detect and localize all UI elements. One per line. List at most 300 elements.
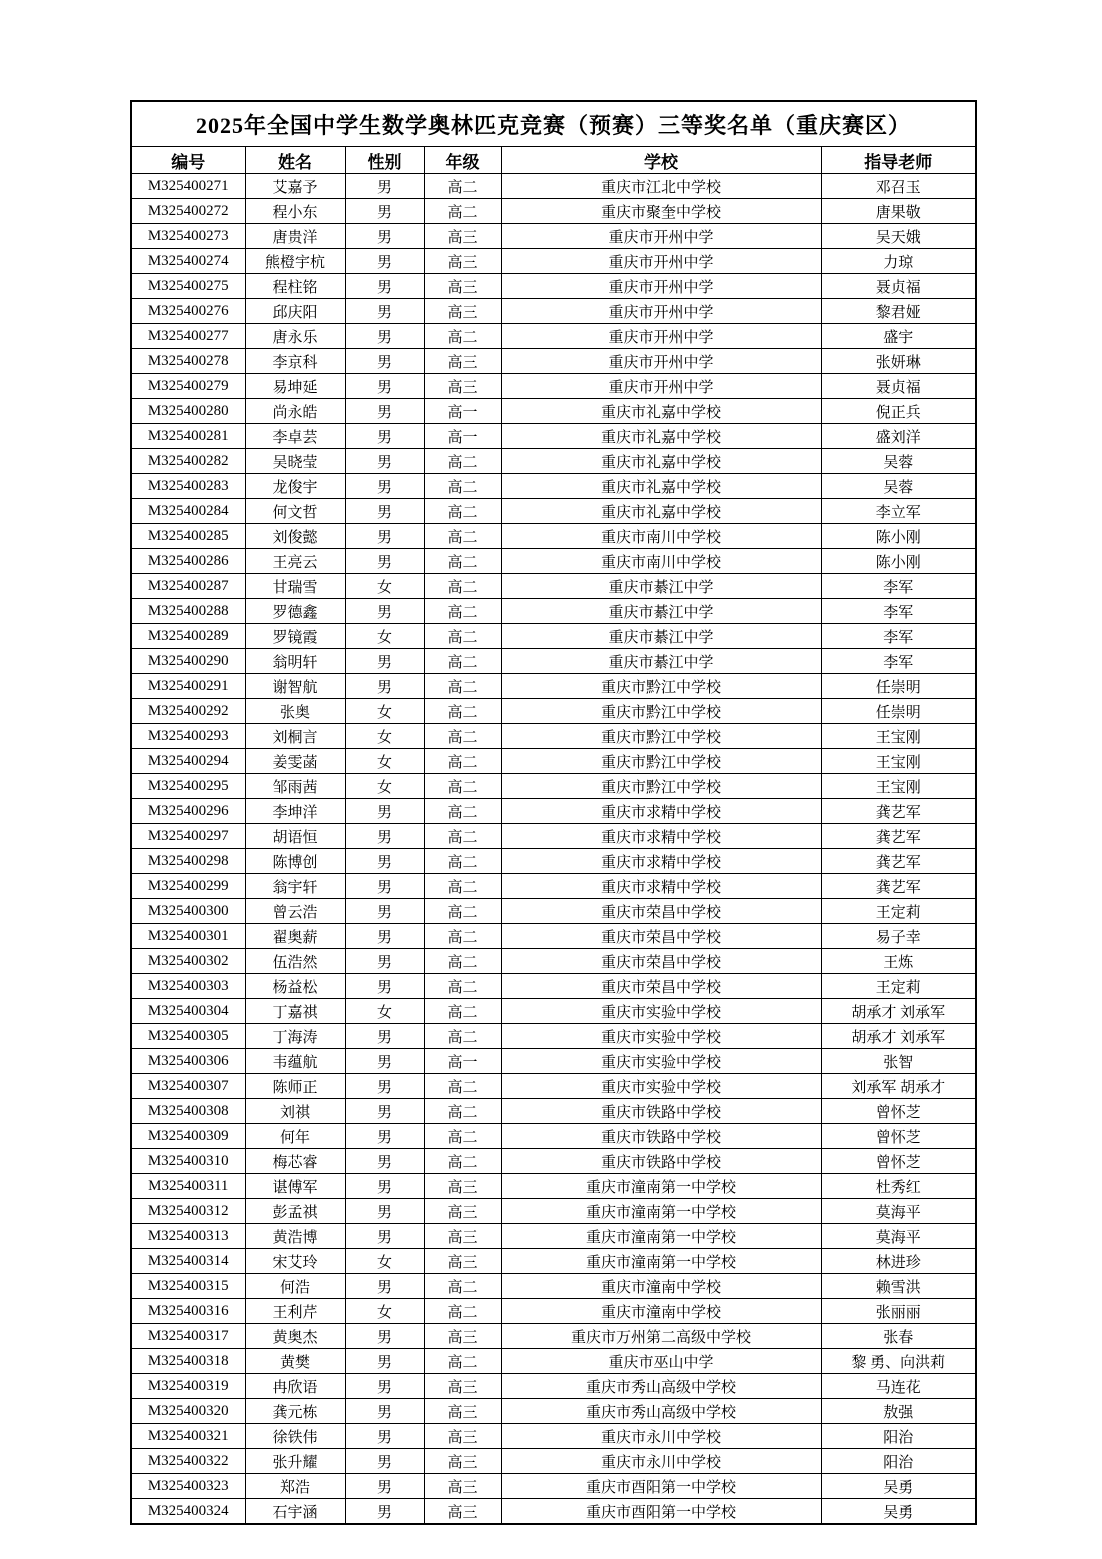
table-row bbox=[131, 1049, 976, 1074]
cell-name: 谌傅军 bbox=[245, 1174, 345, 1199]
cell-school: 重庆市江北中学校 bbox=[501, 174, 821, 199]
cell-gender: 男 bbox=[345, 799, 424, 824]
cell-name: 刘祺 bbox=[245, 1099, 345, 1124]
cell-id: M325400323 bbox=[131, 1474, 245, 1499]
cell-id: M325400289 bbox=[131, 624, 245, 649]
cell-teacher: 张妍琳 bbox=[821, 349, 976, 374]
cell-school: 重庆市万州第二高级中学校 bbox=[501, 1324, 821, 1349]
cell-teacher: 阳治 bbox=[821, 1449, 976, 1474]
cell-school: 重庆市礼嘉中学校 bbox=[501, 449, 821, 474]
cell-school: 重庆市实验中学校 bbox=[501, 1024, 821, 1049]
cell-name: 伍浩然 bbox=[245, 949, 345, 974]
cell-grade: 高二 bbox=[424, 899, 501, 924]
cell-teacher: 吴蓉 bbox=[821, 449, 976, 474]
table-row bbox=[131, 499, 976, 524]
cell-gender: 男 bbox=[345, 449, 424, 474]
cell-teacher: 力琼 bbox=[821, 249, 976, 274]
cell-grade: 高一 bbox=[424, 424, 501, 449]
table-row bbox=[131, 1199, 976, 1224]
cell-teacher: 王宝刚 bbox=[821, 749, 976, 774]
cell-name: 黄奥杰 bbox=[245, 1324, 345, 1349]
cell-id: M325400314 bbox=[131, 1249, 245, 1274]
cell-grade: 高二 bbox=[424, 624, 501, 649]
cell-gender: 男 bbox=[345, 1424, 424, 1449]
cell-teacher: 王定莉 bbox=[821, 974, 976, 999]
table-row bbox=[131, 699, 976, 724]
cell-id: M325400322 bbox=[131, 1449, 245, 1474]
cell-school: 重庆市綦江中学 bbox=[501, 624, 821, 649]
cell-teacher: 盛刘洋 bbox=[821, 424, 976, 449]
cell-gender: 男 bbox=[345, 224, 424, 249]
cell-school: 重庆市开州中学 bbox=[501, 249, 821, 274]
table-row bbox=[131, 1024, 976, 1049]
cell-id: M325400281 bbox=[131, 424, 245, 449]
cell-name: 何浩 bbox=[245, 1274, 345, 1299]
cell-school: 重庆市秀山高级中学校 bbox=[501, 1399, 821, 1424]
cell-name: 韦蕴航 bbox=[245, 1049, 345, 1074]
table-row bbox=[131, 774, 976, 799]
cell-school: 重庆市实验中学校 bbox=[501, 999, 821, 1024]
cell-gender: 女 bbox=[345, 574, 424, 599]
cell-gender: 男 bbox=[345, 1349, 424, 1374]
cell-name: 龚元栋 bbox=[245, 1399, 345, 1424]
cell-id: M325400304 bbox=[131, 999, 245, 1024]
cell-name: 程小东 bbox=[245, 199, 345, 224]
cell-grade: 高二 bbox=[424, 1099, 501, 1124]
cell-name: 胡语恒 bbox=[245, 824, 345, 849]
cell-school: 重庆市秀山高级中学校 bbox=[501, 1374, 821, 1399]
cell-gender: 男 bbox=[345, 1324, 424, 1349]
cell-teacher: 曾怀芝 bbox=[821, 1124, 976, 1149]
cell-teacher: 曾怀芝 bbox=[821, 1149, 976, 1174]
cell-school: 重庆市开州中学 bbox=[501, 224, 821, 249]
cell-grade: 高二 bbox=[424, 1074, 501, 1099]
cell-id: M325400300 bbox=[131, 899, 245, 924]
cell-id: M325400301 bbox=[131, 924, 245, 949]
cell-teacher: 林进珍 bbox=[821, 1249, 976, 1274]
cell-school: 重庆市求精中学校 bbox=[501, 874, 821, 899]
column-header-teacher: 指导老师 bbox=[821, 147, 976, 174]
title-row bbox=[131, 101, 976, 147]
cell-teacher: 任崇明 bbox=[821, 699, 976, 724]
cell-teacher: 易子幸 bbox=[821, 924, 976, 949]
table-row bbox=[131, 1424, 976, 1449]
table-row bbox=[131, 1449, 976, 1474]
cell-name: 邹雨茜 bbox=[245, 774, 345, 799]
table-row bbox=[131, 1249, 976, 1274]
cell-school: 重庆市实验中学校 bbox=[501, 1049, 821, 1074]
cell-gender: 男 bbox=[345, 1099, 424, 1124]
cell-gender: 男 bbox=[345, 974, 424, 999]
column-header-gender: 性别 bbox=[345, 147, 424, 174]
cell-name: 陈博创 bbox=[245, 849, 345, 874]
cell-grade: 高二 bbox=[424, 774, 501, 799]
cell-school: 重庆市礼嘉中学校 bbox=[501, 499, 821, 524]
cell-name: 翟奥薪 bbox=[245, 924, 345, 949]
cell-teacher: 阳治 bbox=[821, 1424, 976, 1449]
cell-gender: 男 bbox=[345, 1049, 424, 1074]
cell-teacher: 聂贞福 bbox=[821, 374, 976, 399]
cell-school: 重庆市开州中学 bbox=[501, 274, 821, 299]
cell-gender: 男 bbox=[345, 824, 424, 849]
cell-name: 王利芹 bbox=[245, 1299, 345, 1324]
cell-id: M325400284 bbox=[131, 499, 245, 524]
cell-school: 重庆市黔江中学校 bbox=[501, 674, 821, 699]
cell-gender: 女 bbox=[345, 1299, 424, 1324]
cell-gender: 男 bbox=[345, 1274, 424, 1299]
cell-gender: 男 bbox=[345, 399, 424, 424]
cell-grade: 高二 bbox=[424, 1149, 501, 1174]
cell-gender: 女 bbox=[345, 724, 424, 749]
cell-id: M325400280 bbox=[131, 399, 245, 424]
table-row bbox=[131, 649, 976, 674]
cell-id: M325400313 bbox=[131, 1224, 245, 1249]
cell-id: M325400302 bbox=[131, 949, 245, 974]
table-row bbox=[131, 349, 976, 374]
cell-grade: 高二 bbox=[424, 1349, 501, 1374]
cell-name: 李坤洋 bbox=[245, 799, 345, 824]
cell-name: 黄浩博 bbox=[245, 1224, 345, 1249]
cell-grade: 高二 bbox=[424, 1274, 501, 1299]
cell-name: 刘桐言 bbox=[245, 724, 345, 749]
cell-name: 程柱铭 bbox=[245, 274, 345, 299]
cell-id: M325400283 bbox=[131, 474, 245, 499]
cell-gender: 女 bbox=[345, 999, 424, 1024]
cell-id: M325400317 bbox=[131, 1324, 245, 1349]
table-row bbox=[131, 1474, 976, 1499]
cell-teacher: 李军 bbox=[821, 624, 976, 649]
cell-teacher: 曾怀芝 bbox=[821, 1099, 976, 1124]
cell-id: M325400291 bbox=[131, 674, 245, 699]
cell-grade: 高三 bbox=[424, 1374, 501, 1399]
table-row bbox=[131, 299, 976, 324]
cell-school: 重庆市酉阳第一中学校 bbox=[501, 1499, 821, 1525]
column-header-name: 姓名 bbox=[245, 147, 345, 174]
cell-teacher: 胡承才 刘承军 bbox=[821, 999, 976, 1024]
cell-name: 何年 bbox=[245, 1124, 345, 1149]
cell-name: 姜雯菡 bbox=[245, 749, 345, 774]
cell-grade: 高二 bbox=[424, 449, 501, 474]
cell-grade: 高二 bbox=[424, 674, 501, 699]
cell-id: M325400296 bbox=[131, 799, 245, 824]
cell-name: 杨益松 bbox=[245, 974, 345, 999]
cell-name: 吴晓莹 bbox=[245, 449, 345, 474]
cell-name: 黄樊 bbox=[245, 1349, 345, 1374]
cell-id: M325400282 bbox=[131, 449, 245, 474]
cell-id: M325400318 bbox=[131, 1349, 245, 1374]
cell-gender: 男 bbox=[345, 1399, 424, 1424]
page-title: 2025年全国中学生数学奥林匹克竞赛（预赛）三等奖名单（重庆赛区） bbox=[131, 101, 976, 147]
cell-grade: 高一 bbox=[424, 1049, 501, 1074]
cell-grade: 高二 bbox=[424, 824, 501, 849]
cell-grade: 高三 bbox=[424, 1499, 501, 1525]
cell-school: 重庆市巫山中学 bbox=[501, 1349, 821, 1374]
cell-gender: 女 bbox=[345, 749, 424, 774]
table-row bbox=[131, 574, 976, 599]
cell-school: 重庆市黔江中学校 bbox=[501, 724, 821, 749]
cell-grade: 高三 bbox=[424, 1324, 501, 1349]
table-body bbox=[131, 174, 976, 1525]
table-row bbox=[131, 749, 976, 774]
cell-id: M325400276 bbox=[131, 299, 245, 324]
cell-school: 重庆市永川中学校 bbox=[501, 1424, 821, 1449]
cell-id: M325400310 bbox=[131, 1149, 245, 1174]
cell-school: 重庆市潼南中学校 bbox=[501, 1299, 821, 1324]
cell-gender: 男 bbox=[345, 1499, 424, 1525]
table-row bbox=[131, 674, 976, 699]
cell-teacher: 李军 bbox=[821, 574, 976, 599]
cell-school: 重庆市开州中学 bbox=[501, 299, 821, 324]
cell-name: 丁嘉祺 bbox=[245, 999, 345, 1024]
cell-id: M325400319 bbox=[131, 1374, 245, 1399]
cell-teacher: 龚艺军 bbox=[821, 824, 976, 849]
cell-id: M325400288 bbox=[131, 599, 245, 624]
cell-id: M325400308 bbox=[131, 1099, 245, 1124]
cell-school: 重庆市荣昌中学校 bbox=[501, 974, 821, 999]
cell-gender: 女 bbox=[345, 699, 424, 724]
cell-id: M325400306 bbox=[131, 1049, 245, 1074]
cell-name: 张奥 bbox=[245, 699, 345, 724]
table-row bbox=[131, 724, 976, 749]
cell-gender: 男 bbox=[345, 374, 424, 399]
cell-id: M325400285 bbox=[131, 524, 245, 549]
cell-grade: 高二 bbox=[424, 924, 501, 949]
header-row bbox=[131, 147, 976, 174]
cell-id: M325400287 bbox=[131, 574, 245, 599]
cell-teacher: 倪正兵 bbox=[821, 399, 976, 424]
cell-id: M325400278 bbox=[131, 349, 245, 374]
table-row bbox=[131, 1299, 976, 1324]
cell-name: 唐贵洋 bbox=[245, 224, 345, 249]
cell-name: 熊橙宇杭 bbox=[245, 249, 345, 274]
cell-grade: 高一 bbox=[424, 399, 501, 424]
cell-name: 罗德鑫 bbox=[245, 599, 345, 624]
cell-grade: 高三 bbox=[424, 1174, 501, 1199]
cell-name: 石宇涵 bbox=[245, 1499, 345, 1525]
cell-name: 唐永乐 bbox=[245, 324, 345, 349]
cell-teacher: 胡承才 刘承军 bbox=[821, 1024, 976, 1049]
cell-school: 重庆市礼嘉中学校 bbox=[501, 424, 821, 449]
cell-id: M325400316 bbox=[131, 1299, 245, 1324]
table-row bbox=[131, 1174, 976, 1199]
cell-teacher: 吴天娥 bbox=[821, 224, 976, 249]
table-row bbox=[131, 249, 976, 274]
cell-name: 彭孟祺 bbox=[245, 1199, 345, 1224]
cell-name: 宋艾玲 bbox=[245, 1249, 345, 1274]
cell-gender: 男 bbox=[345, 549, 424, 574]
cell-school: 重庆市开州中学 bbox=[501, 324, 821, 349]
cell-gender: 男 bbox=[345, 649, 424, 674]
cell-gender: 男 bbox=[345, 1374, 424, 1399]
cell-school: 重庆市铁路中学校 bbox=[501, 1124, 821, 1149]
cell-gender: 女 bbox=[345, 624, 424, 649]
cell-id: M325400299 bbox=[131, 874, 245, 899]
cell-grade: 高三 bbox=[424, 1224, 501, 1249]
cell-grade: 高二 bbox=[424, 974, 501, 999]
table-row bbox=[131, 924, 976, 949]
cell-gender: 男 bbox=[345, 874, 424, 899]
cell-school: 重庆市开州中学 bbox=[501, 374, 821, 399]
cell-grade: 高二 bbox=[424, 1299, 501, 1324]
table-row bbox=[131, 799, 976, 824]
cell-school: 重庆市潼南第一中学校 bbox=[501, 1199, 821, 1224]
cell-teacher: 唐果敬 bbox=[821, 199, 976, 224]
cell-gender: 男 bbox=[345, 274, 424, 299]
cell-name: 李卓芸 bbox=[245, 424, 345, 449]
cell-id: M325400312 bbox=[131, 1199, 245, 1224]
cell-grade: 高二 bbox=[424, 999, 501, 1024]
cell-gender: 男 bbox=[345, 199, 424, 224]
cell-school: 重庆市永川中学校 bbox=[501, 1449, 821, 1474]
cell-teacher: 王炼 bbox=[821, 949, 976, 974]
cell-id: M325400303 bbox=[131, 974, 245, 999]
cell-id: M325400277 bbox=[131, 324, 245, 349]
cell-grade: 高二 bbox=[424, 1024, 501, 1049]
cell-gender: 女 bbox=[345, 774, 424, 799]
cell-grade: 高二 bbox=[424, 574, 501, 599]
cell-gender: 男 bbox=[345, 599, 424, 624]
cell-school: 重庆市聚奎中学校 bbox=[501, 199, 821, 224]
cell-gender: 男 bbox=[345, 1074, 424, 1099]
cell-gender: 男 bbox=[345, 674, 424, 699]
cell-grade: 高二 bbox=[424, 199, 501, 224]
cell-name: 罗镜霞 bbox=[245, 624, 345, 649]
table-row bbox=[131, 224, 976, 249]
cell-gender: 男 bbox=[345, 499, 424, 524]
cell-id: M325400294 bbox=[131, 749, 245, 774]
cell-name: 易坤延 bbox=[245, 374, 345, 399]
cell-gender: 男 bbox=[345, 324, 424, 349]
table-row bbox=[131, 449, 976, 474]
cell-grade: 高三 bbox=[424, 374, 501, 399]
cell-teacher: 敖强 bbox=[821, 1399, 976, 1424]
cell-gender: 男 bbox=[345, 524, 424, 549]
cell-school: 重庆市綦江中学 bbox=[501, 599, 821, 624]
table-row bbox=[131, 849, 976, 874]
cell-teacher: 马连花 bbox=[821, 1374, 976, 1399]
cell-gender: 男 bbox=[345, 1474, 424, 1499]
cell-name: 翁明轩 bbox=[245, 649, 345, 674]
cell-name: 冉欣语 bbox=[245, 1374, 345, 1399]
cell-gender: 男 bbox=[345, 1174, 424, 1199]
cell-teacher: 杜秀红 bbox=[821, 1174, 976, 1199]
cell-gender: 男 bbox=[345, 1199, 424, 1224]
cell-teacher: 龚艺军 bbox=[821, 799, 976, 824]
cell-id: M325400279 bbox=[131, 374, 245, 399]
cell-grade: 高二 bbox=[424, 724, 501, 749]
cell-gender: 男 bbox=[345, 174, 424, 199]
cell-grade: 高三 bbox=[424, 1424, 501, 1449]
cell-school: 重庆市荣昌中学校 bbox=[501, 924, 821, 949]
cell-school: 重庆市南川中学校 bbox=[501, 524, 821, 549]
cell-school: 重庆市荣昌中学校 bbox=[501, 899, 821, 924]
table-row bbox=[131, 1274, 976, 1299]
cell-gender: 女 bbox=[345, 1249, 424, 1274]
cell-grade: 高三 bbox=[424, 299, 501, 324]
table-row bbox=[131, 824, 976, 849]
cell-id: M325400286 bbox=[131, 549, 245, 574]
table-row bbox=[131, 1499, 976, 1525]
table-row bbox=[131, 1324, 976, 1349]
cell-teacher: 盛宇 bbox=[821, 324, 976, 349]
cell-id: M325400274 bbox=[131, 249, 245, 274]
table-row bbox=[131, 1099, 976, 1124]
cell-name: 陈师正 bbox=[245, 1074, 345, 1099]
cell-school: 重庆市礼嘉中学校 bbox=[501, 474, 821, 499]
table-row bbox=[131, 949, 976, 974]
cell-grade: 高二 bbox=[424, 324, 501, 349]
cell-grade: 高三 bbox=[424, 1449, 501, 1474]
cell-id: M325400290 bbox=[131, 649, 245, 674]
table-row bbox=[131, 1349, 976, 1374]
cell-school: 重庆市铁路中学校 bbox=[501, 1149, 821, 1174]
cell-grade: 高三 bbox=[424, 1199, 501, 1224]
cell-gender: 男 bbox=[345, 474, 424, 499]
cell-teacher: 龚艺军 bbox=[821, 849, 976, 874]
cell-grade: 高二 bbox=[424, 524, 501, 549]
cell-teacher: 张丽丽 bbox=[821, 1299, 976, 1324]
cell-name: 谢智航 bbox=[245, 674, 345, 699]
cell-grade: 高三 bbox=[424, 1249, 501, 1274]
cell-gender: 男 bbox=[345, 1449, 424, 1474]
cell-school: 重庆市綦江中学 bbox=[501, 574, 821, 599]
cell-teacher: 龚艺军 bbox=[821, 874, 976, 899]
cell-school: 重庆市潼南中学校 bbox=[501, 1274, 821, 1299]
cell-grade: 高二 bbox=[424, 699, 501, 724]
cell-id: M325400275 bbox=[131, 274, 245, 299]
cell-teacher: 陈小刚 bbox=[821, 524, 976, 549]
cell-grade: 高二 bbox=[424, 749, 501, 774]
cell-name: 徐铁伟 bbox=[245, 1424, 345, 1449]
cell-grade: 高三 bbox=[424, 1399, 501, 1424]
cell-grade: 高三 bbox=[424, 224, 501, 249]
table-row bbox=[131, 874, 976, 899]
cell-teacher: 王宝刚 bbox=[821, 774, 976, 799]
award-table bbox=[130, 100, 977, 1525]
cell-school: 重庆市礼嘉中学校 bbox=[501, 399, 821, 424]
table-row bbox=[131, 424, 976, 449]
cell-grade: 高二 bbox=[424, 799, 501, 824]
cell-gender: 男 bbox=[345, 299, 424, 324]
table-row bbox=[131, 199, 976, 224]
cell-school: 重庆市南川中学校 bbox=[501, 549, 821, 574]
cell-gender: 男 bbox=[345, 349, 424, 374]
cell-name: 翁宇轩 bbox=[245, 874, 345, 899]
cell-grade: 高二 bbox=[424, 1124, 501, 1149]
cell-school: 重庆市实验中学校 bbox=[501, 1074, 821, 1099]
cell-gender: 男 bbox=[345, 1124, 424, 1149]
cell-id: M325400272 bbox=[131, 199, 245, 224]
cell-school: 重庆市酉阳第一中学校 bbox=[501, 1474, 821, 1499]
table-row bbox=[131, 999, 976, 1024]
cell-school: 重庆市求精中学校 bbox=[501, 824, 821, 849]
cell-school: 重庆市黔江中学校 bbox=[501, 749, 821, 774]
cell-grade: 高三 bbox=[424, 249, 501, 274]
cell-teacher: 李军 bbox=[821, 599, 976, 624]
cell-id: M325400309 bbox=[131, 1124, 245, 1149]
cell-name: 丁海涛 bbox=[245, 1024, 345, 1049]
table-row bbox=[131, 324, 976, 349]
cell-school: 重庆市潼南第一中学校 bbox=[501, 1249, 821, 1274]
cell-id: M325400315 bbox=[131, 1274, 245, 1299]
cell-name: 艾嘉予 bbox=[245, 174, 345, 199]
cell-name: 尚永皓 bbox=[245, 399, 345, 424]
cell-grade: 高二 bbox=[424, 649, 501, 674]
cell-id: M325400271 bbox=[131, 174, 245, 199]
cell-gender: 男 bbox=[345, 249, 424, 274]
cell-teacher: 吴勇 bbox=[821, 1499, 976, 1525]
cell-teacher: 吴勇 bbox=[821, 1474, 976, 1499]
